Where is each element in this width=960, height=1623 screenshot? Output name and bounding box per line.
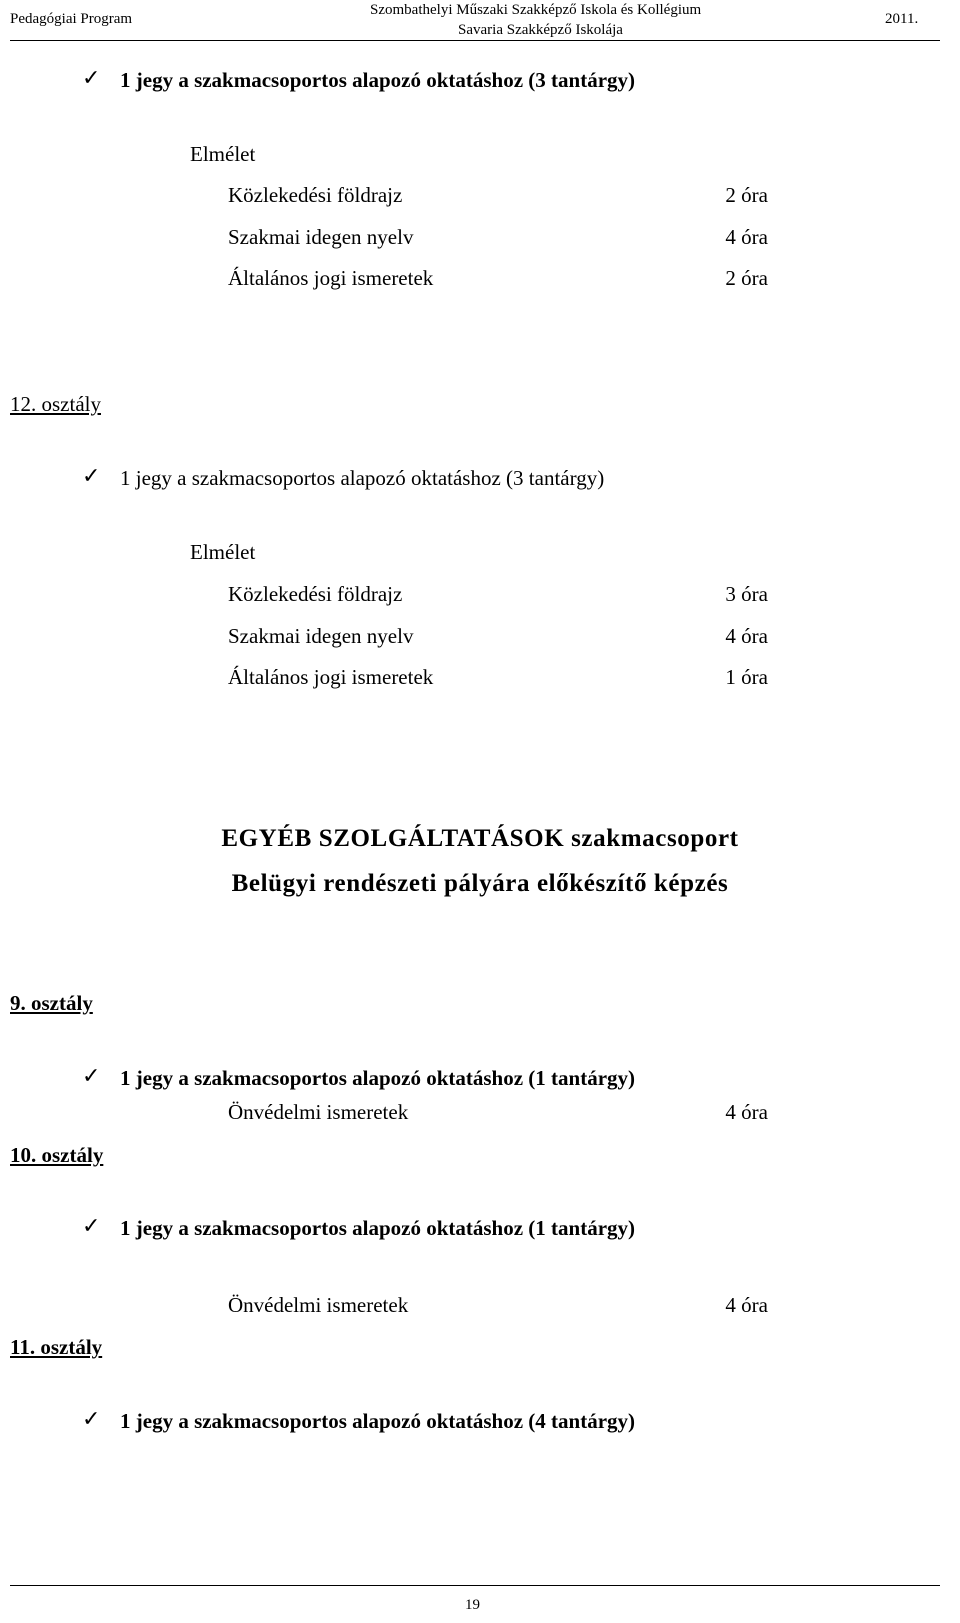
block2-sub-label: Elmélet (190, 540, 256, 564)
block1-subject-name: Szakmai idegen nyelv (228, 225, 414, 249)
grade10-subject-name: Önvédelmi ismeretek (228, 1293, 409, 1317)
block1-subject-name: Általános jogi ismeretek (228, 266, 434, 290)
block1-subject-hours: 2 óra (725, 266, 768, 290)
block2-subject-hours: 4 óra (725, 624, 768, 648)
header-school-subname: Savaria Szakképző Iskolája (458, 22, 623, 38)
block1-subject-name: Közlekedési földrajz (228, 183, 403, 207)
checkmark-icon: ✓ (82, 464, 101, 489)
page-number: 19 (465, 1597, 480, 1613)
grade10-bullet: 1 jegy a szakmacsoportos alapozó oktatáshoz (1 tantárgy) (120, 1216, 636, 1240)
checkmark-icon: ✓ (82, 1214, 101, 1239)
checkmark-icon: ✓ (82, 66, 101, 91)
header-year: 2011. (885, 11, 919, 27)
block2-subject-name: Szakmai idegen nyelv (228, 624, 414, 648)
grade11-heading: 11. osztály (10, 1335, 103, 1359)
block2-bullet: 1 jegy a szakmacsoportos alapozó oktatáshoz (3 tantárgy) (120, 466, 605, 490)
grade10-heading: 10. osztály (10, 1143, 104, 1167)
header-school-name: Szombathelyi Műszaki Szakképző Iskola és Kollégium (370, 2, 702, 18)
block2-subject-hours: 3 óra (725, 582, 768, 606)
checkmark-icon: ✓ (82, 1064, 101, 1089)
section-title: EGYÉB SZOLGÁLTATÁSOK szakmacsoport (221, 825, 739, 852)
block1-bullet: 1 jegy a szakmacsoportos alapozó oktatáshoz (3 tantárgy) (120, 68, 636, 92)
grade9-bullet: 1 jegy a szakmacsoportos alapozó oktatáshoz (1 tantárgy) (120, 1066, 636, 1090)
checkmark-icon: ✓ (82, 1407, 101, 1432)
block2-subject-name: Általános jogi ismeretek (228, 665, 434, 689)
block1-subject-hours: 4 óra (725, 225, 768, 249)
grade12-heading: 12. osztály (10, 392, 101, 416)
header-left: Pedagógiai Program (10, 11, 133, 27)
grade9-heading: 9. osztály (10, 991, 93, 1015)
block2-subject-name: Közlekedési földrajz (228, 582, 403, 606)
block2-subject-hours: 1 óra (725, 665, 768, 689)
section-subtitle: Belügyi rendészeti pályára előkészítő képzés (231, 870, 729, 897)
grade10-subject-hours: 4 óra (725, 1293, 768, 1317)
grade11-bullet: 1 jegy a szakmacsoportos alapozó oktatáshoz (4 tantárgy) (120, 1409, 636, 1433)
grade9-subject-name: Önvédelmi ismeretek (228, 1100, 409, 1124)
grade9-subject-hours: 4 óra (725, 1100, 768, 1124)
footer-rule (10, 1585, 940, 1586)
block1-sub-label: Elmélet (190, 142, 256, 166)
block1-subject-hours: 2 óra (725, 183, 768, 207)
header-rule (10, 40, 940, 41)
